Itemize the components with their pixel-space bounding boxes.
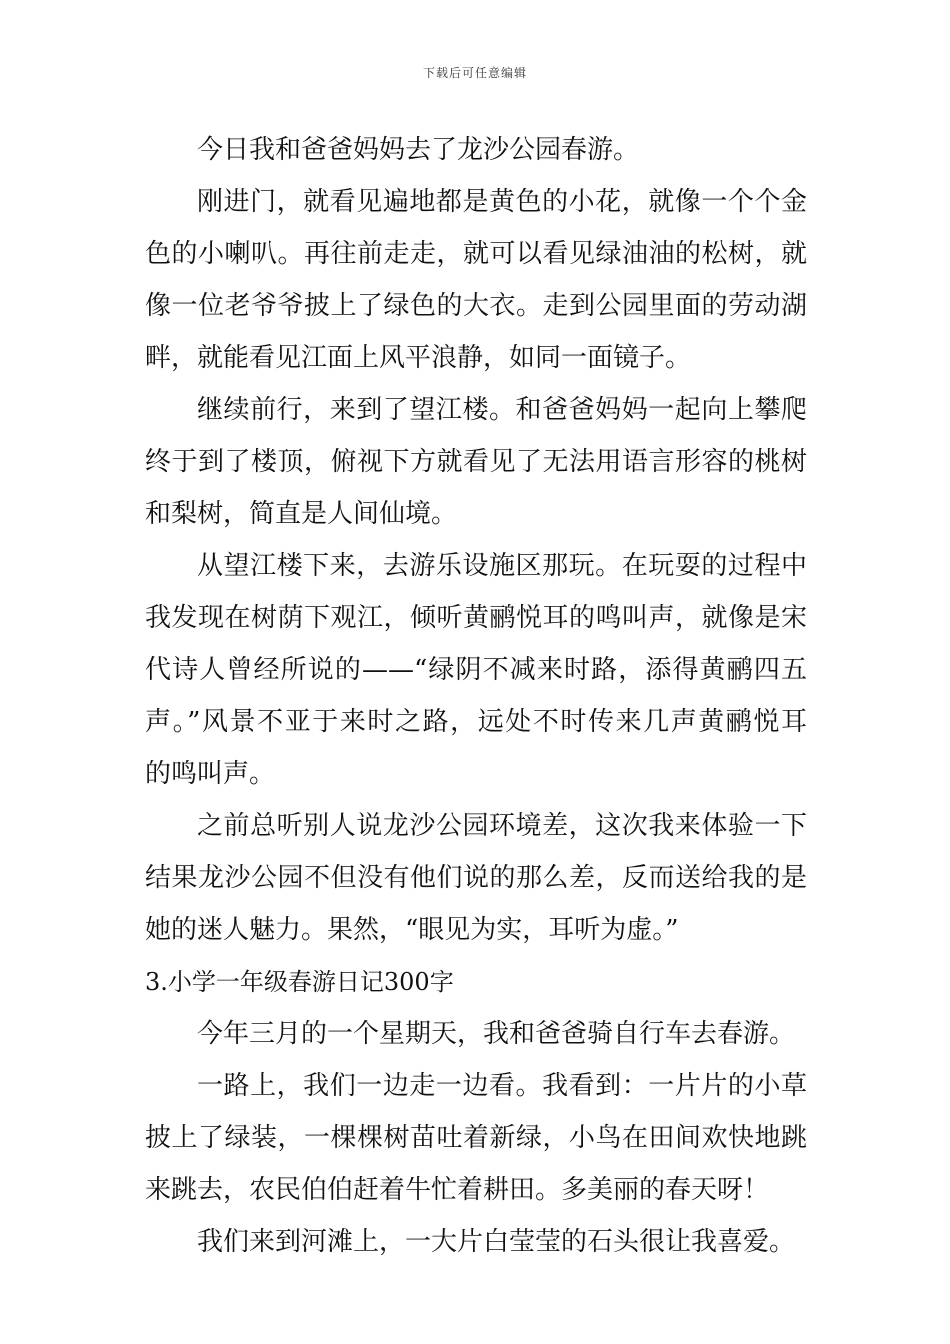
paragraph-line: 我发现在树荫下观江，倾听黄鹂悦耳的鸣叫声，就像是宋 <box>145 603 807 633</box>
paragraph-line: 和梨树，简直是人间仙境。 <box>145 499 458 529</box>
paragraph-line: 代诗人曾经所说的——“绿阴不减来时路，添得黄鹂四五 <box>145 655 807 685</box>
paragraph-line: 声。”风景不亚于来时之路，远处不时传来几声黄鹂悦耳 <box>145 707 807 737</box>
paragraph-line: 畔，就能看见江面上风平浪静，如同一面镜子。 <box>145 343 692 373</box>
paragraph-line: 今年三月的一个星期天，我和爸爸骑自行车去春游。 <box>197 1019 796 1049</box>
paragraph-line: 披上了绿装，一棵棵树苗吐着新绿，小鸟在田间欢快地跳 <box>145 1123 807 1153</box>
paragraph-line: 刚进门，就看见遍地都是黄色的小花，就像一个个金 <box>197 187 807 217</box>
paragraph-line: 的鸣叫声。 <box>145 759 276 789</box>
paragraph-line: 色的小喇叭。再往前走走，就可以看见绿油油的松树，就 <box>145 239 807 269</box>
paragraph-line: 我们来到河滩上，一大片白莹莹的石头很让我喜爱。 <box>197 1227 796 1257</box>
paragraph-line: 来跳去，农民伯伯赶着牛忙着耕田。多美丽的春天呀！ <box>145 1175 770 1205</box>
document-body <box>145 124 807 1268</box>
paragraph-line: 她的迷人魅力。果然，“眼见为实，耳听为虚。” <box>145 915 679 945</box>
page-header: 下载后可任意编辑 <box>422 66 527 80</box>
paragraph-line: 一路上，我们一边走一边看。我看到：一片片的小草 <box>197 1071 807 1101</box>
paragraph-line: 今日我和爸爸妈妈去了龙沙公园春游。 <box>197 135 640 165</box>
paragraph-line: 结果龙沙公园不但没有他们说的那么差，反而送给我的是 <box>145 863 807 893</box>
paragraph-line: 像一位老爷爷披上了绿色的大衣。走到公园里面的劳动湖 <box>145 291 807 321</box>
paragraph-line: 终于到了楼顶，俯视下方就看见了无法用语言形容的桃树 <box>145 447 807 477</box>
paragraph-line: 继续前行，来到了望江楼。和爸爸妈妈一起向上攀爬 <box>197 395 807 425</box>
paragraph-line: 从望江楼下来，去游乐设施区那玩。在玩耍的过程中 <box>197 551 807 581</box>
paragraph-line: 之前总听别人说龙沙公园环境差，这次我来体验一下 <box>197 811 807 841</box>
section-heading: 3.小学一年级春游日记300字 <box>145 968 454 996</box>
